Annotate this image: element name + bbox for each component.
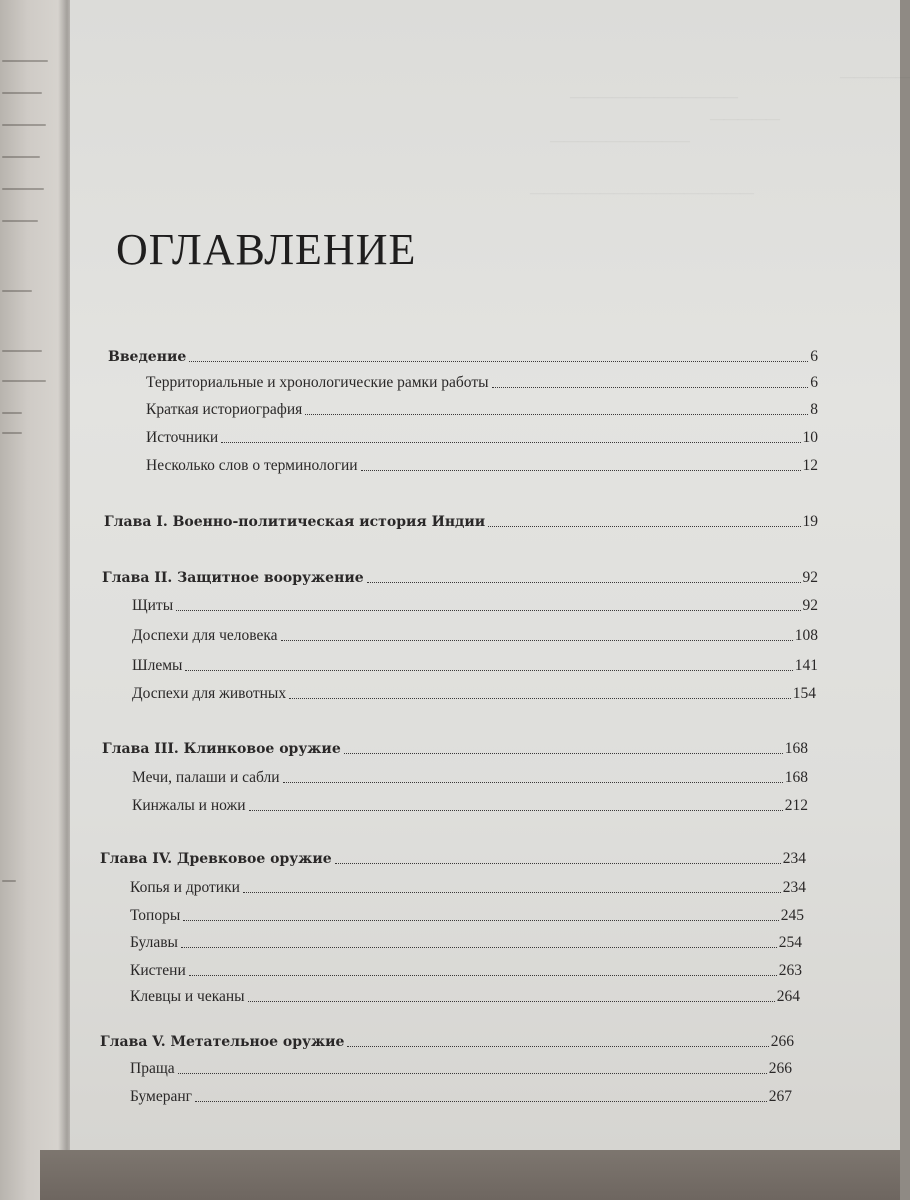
toc-page-number: 263	[778, 962, 802, 979]
toc-page-number: 92	[802, 597, 818, 614]
toc-entry-title: Кистени	[130, 962, 186, 979]
toc-dot-leader	[283, 782, 783, 783]
toc-section-entry	[130, 1085, 792, 1107]
toc-page-number: 266	[768, 1060, 792, 1077]
toc-page-number: 234	[782, 850, 806, 867]
toc-section-entry	[130, 904, 804, 926]
toc-section-entry	[146, 371, 818, 393]
toc-section-entry	[146, 426, 818, 448]
toc-entry-title: Копья и дротики	[130, 879, 240, 896]
toc-dot-leader	[249, 810, 783, 811]
toc-page-number: 141	[794, 657, 818, 674]
book-page: ————— ———————————— ————— —————————— ———————————————— ОГЛАВЛЕНИЕ Введение 6 Территориальные и хронологические рамки работы 6 Краткая историография 8 Источники 10 Несколько слов о терминологии 12 Глава I. Военно-политическая история Индии 19 Глава II. Защитное вооружение 92 Щиты 92 Доспехи для человека 108 Шлемы 141 Доспехи для животных 154 Глава III. Клинковое оружие 168 Мечи, палаши и сабли 168 Кинжалы и ножи 212 Глава IV. Древковое оружие 234 Копья и дротики 234 Топоры 245 Булавы 254 Кистени 263 Клевцы и чеканы 264 Глава V. Метательное оружие 266 Праща 266 Бумеранг 267	[70, 0, 900, 1150]
background-surface	[40, 1150, 900, 1200]
toc-entry-title: Доспехи для животных	[132, 685, 287, 702]
toc-dot-leader	[195, 1101, 767, 1102]
toc-dot-leader	[289, 698, 791, 699]
toc-page-number: 12	[802, 457, 818, 474]
toc-entry-title: Клевцы и чеканы	[130, 988, 245, 1005]
toc-chapter-entry	[102, 566, 818, 588]
toc-page-number: 168	[784, 769, 808, 786]
toc-entry-title: Бумеранг	[130, 1088, 193, 1105]
toc-page-number: 266	[770, 1033, 794, 1050]
toc-page-number: 108	[794, 627, 818, 644]
toc-entry-title: Глава IV. Древковое оружие	[100, 851, 332, 867]
toc-section-entry	[130, 985, 800, 1007]
toc-section-entry	[130, 1057, 792, 1079]
toc-page-number: 10	[802, 429, 818, 446]
toc-page-number: 264	[776, 988, 800, 1005]
toc-chapter-entry	[100, 847, 806, 869]
toc-entry-title: Топоры	[130, 907, 181, 924]
toc-entry-title: Глава III. Клинковое оружие	[102, 741, 341, 757]
toc-entry-title: Глава V. Метательное оружие	[100, 1034, 345, 1050]
toc-dot-leader	[176, 610, 800, 611]
toc-dot-leader	[344, 753, 783, 754]
toc-dot-leader	[189, 975, 777, 976]
toc-page-number: 19	[802, 513, 818, 530]
toc-entry-title: Территориальные и хронологические рамки работы	[146, 374, 489, 391]
toc-section-entry	[132, 766, 808, 788]
toc-dot-leader	[243, 892, 781, 893]
toc-dot-leader	[281, 640, 793, 641]
toc-section-entry	[130, 959, 802, 981]
toc-section-entry	[132, 794, 808, 816]
toc-section-entry	[146, 398, 818, 420]
toc-page-number: 8	[810, 401, 818, 418]
toc-dot-leader	[221, 442, 800, 443]
toc-section-entry	[132, 682, 816, 704]
toc-section-entry	[146, 454, 818, 476]
toc-entry-title: Булавы	[130, 934, 178, 951]
page-title: ОГЛАВЛЕНИЕ	[116, 225, 417, 274]
toc-section-entry	[132, 654, 818, 676]
toc-chapter-entry	[104, 510, 818, 532]
toc-dot-leader	[367, 582, 801, 583]
toc-entry-title: Глава I. Военно-политическая история Индии	[104, 514, 486, 530]
toc-dot-leader	[305, 414, 808, 415]
toc-page-number: 267	[768, 1088, 792, 1105]
toc-page-number: 212	[784, 797, 808, 814]
toc-chapter-entry	[102, 737, 808, 759]
toc-page-number: 6	[810, 348, 818, 365]
toc-entry-title: Мечи, палаши и сабли	[132, 769, 280, 786]
toc-section-entry	[130, 876, 806, 898]
toc-dot-leader	[488, 526, 800, 527]
toc-entry-title: Доспехи для человека	[132, 627, 278, 644]
toc-section-entry	[130, 931, 802, 953]
toc-page-number: 168	[784, 740, 808, 757]
toc-dot-leader	[335, 863, 781, 864]
toc-dot-leader	[361, 470, 801, 471]
toc-page-number: 245	[780, 907, 804, 924]
toc-section-entry	[132, 624, 818, 646]
toc-page-number: 92	[802, 569, 818, 586]
toc-page-number: 234	[782, 879, 806, 896]
toc-page-number: 254	[778, 934, 802, 951]
toc-section-entry	[132, 594, 818, 616]
toc-dot-leader	[183, 920, 778, 921]
toc-entry-title: Несколько слов о терминологии	[146, 457, 358, 474]
toc-entry-title: Праща	[130, 1060, 175, 1077]
toc-chapter-entry	[108, 345, 818, 367]
toc-entry-title: Шлемы	[132, 657, 183, 674]
toc-dot-leader	[185, 670, 792, 671]
toc-dot-leader	[189, 361, 808, 362]
toc-entry-title: Кинжалы и ножи	[132, 797, 246, 814]
toc-dot-leader	[347, 1046, 768, 1047]
toc-entry-title: Щиты	[132, 597, 174, 614]
toc-entry-title: Глава II. Защитное вооружение	[102, 570, 364, 586]
toc-dot-leader	[492, 387, 809, 388]
toc-dot-leader	[178, 1073, 767, 1074]
toc-chapter-entry	[100, 1030, 794, 1052]
toc-page-number: 6	[810, 374, 818, 391]
toc-entry-title: Источники	[146, 429, 219, 446]
toc-page-number: 154	[792, 685, 816, 702]
toc-dot-leader	[248, 1001, 775, 1002]
toc-entry-title: Введение	[108, 349, 187, 365]
toc-dot-leader	[181, 947, 777, 948]
toc-entry-title: Краткая историография	[146, 401, 303, 418]
